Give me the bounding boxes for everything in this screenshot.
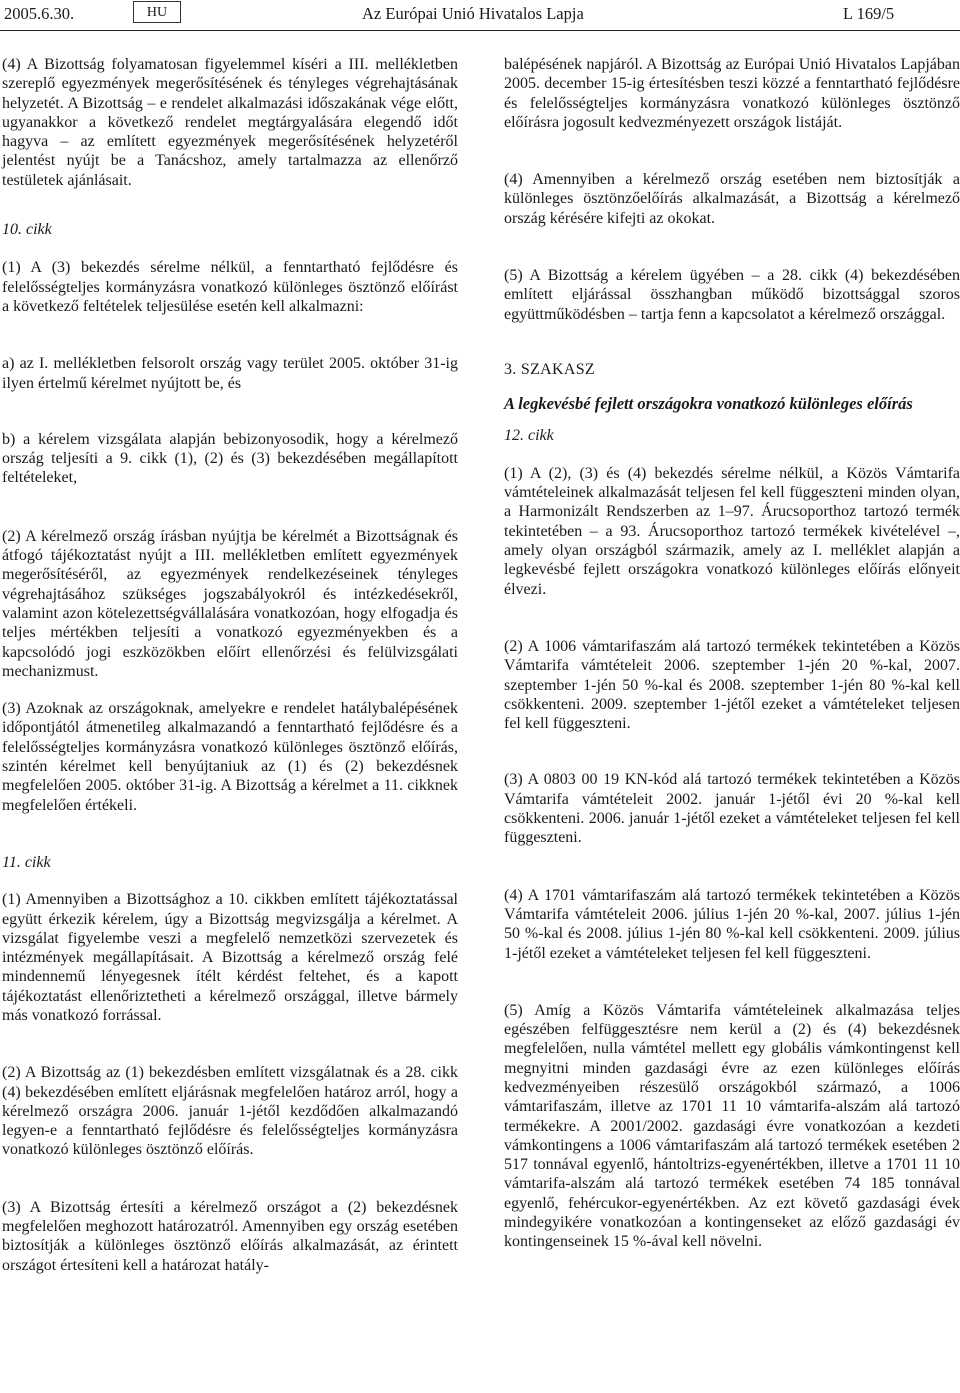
- article12-paragraph2: (2) A 1006 vámtarifaszám alá tartozó termékek tekintetében a Közös Vámtarifa vámtételeit 2006. szeptember 1-jén 20 %-kal, 2007. szeptember 1-jén 50 %-kal és 2008. szeptember 1-jén 80 %-kal kell csökkenteni. 2009. szeptember 1-jétől ezeket a vámtételeket teljesen fel kell függeszteni.: [504, 637, 960, 733]
- publication-title: Az Európai Unió Hivatalos Lapja: [362, 4, 584, 23]
- section-title: A legkevésbé fejlett országokra vonatkozó különleges előírás: [504, 394, 913, 414]
- language-badge: HU: [133, 1, 181, 23]
- article10-title: 10. cikk: [2, 221, 52, 239]
- article12-paragraph3: (3) A 0803 00 19 KN-kód alá tartozó termékek tekintetében a Közös Vámtarifa vámtételeit 2002. január 1-jétől évi 20 %-kal kell csökkenteni. 2006. január 1-jétől ezeket a vámtételeket teljesen fel kell függeszteni.: [504, 771, 960, 847]
- article11-paragraph3-continued: balépésének napjáról. A Bizottság az Európai Unió Hivatalos Lapjában 2005. december 15-ig értesítésben teszi közzé a fenntartható fejlődésre és felelősségteljes kormányzásra vonatkozó különleges ösztönző előírásra jogosult kedvezményezett országok listáját.: [504, 56, 960, 131]
- article12-paragraph5: (5) Amíg a Közös Vámtarifa vámtételeinek alkalmazása teljes egészében felfüggesztésre nem kerül a (2) és (4) bekezdésnek megfelelően, nulla vámtétel mellett egy globális vámkontingenst kell megnyitni minden gazdasági évre az ezen különleges előírás kedvezményeiben részesülő országokból származó, a 1006 vámtarifaszám, illetve az 1701 11 10 vámtarifa-alszám alá tartozó termékekre. A 2001/2002. gazdasági évre vonatkozóan a kezdeti vámkontingens a 1006 vámtarifaszám alá tartozó termékek esetében 2 517 tonnával egyenlő, hántoltrizs-egyenértékben, illetve a 1701 11 10 vámtarifa-alszám alá tartozó termékek esetében 74 185 tonnával egyenlő, fehércukor-egyenértékben. Az ezt követő gazdasági évek mindegyikére vonatkozóan a kontingenseket az előző gazdasági év kontingenseinek 15 %-ával kell növelni.: [504, 1001, 960, 1251]
- publication-date: 2005.6.30.: [4, 4, 75, 23]
- page-header: [0, 0, 960, 30]
- article11-title: 11. cikk: [2, 853, 51, 871]
- article11-paragraph3: (3) A Bizottság értesíti a kérelmező országot a (2) bekezdésnek megfelelően meghozott határozatról. Amennyiben egy ország esetében biztosítják a különleges ösztönző előírás alkalmazását, az érintett országot értesíteni kell a határozat hatály-: [2, 1198, 458, 1274]
- article12-title: 12. cikk: [504, 426, 554, 444]
- article10-paragraph1: (1) A (3) bekezdés sérelme nélkül, a fenntartható fejlődésre és felelősségteljes kormányzásra vonatkozó különleges ösztönző előírást a következő feltételek teljesülése esetén kell alkalmazni:: [2, 259, 458, 315]
- article9-paragraph4: (4) A Bizottság folyamatosan figyelemmel kíséri a III. mellékletben szereplő egyezmények megerősítésének és tényleges végrehajtásának helyzetét. A Bizottság – e rendelet alkalmazási időszakának vége előtt, ugyanakkor a következő rendelet megtárgyalására elegendő időt hagyva – az említett egyezmények megerősítésének helyzetéről jelentést nyújt be a Tanácshoz, amely tartalmazza az ellenőrző testületek ajánlásait.: [2, 56, 458, 189]
- article11-paragraph2: (2) A Bizottság az (1) bekezdésben említett vizsgálatnak és a 28. cikk (4) bekezdésében említett eljárásnak megfelelően határoz arról, hogy a kérelmező országra 2006. január 1-jétől kezdődően alkalmazandó legyen-e a fenntartható fejlődésre és felelősségteljes kormányzásra vonatkozó különleges ösztönző előírás.: [2, 1064, 458, 1159]
- article11-paragraph4: (4) Amennyiben a kérelmező ország esetében nem biztosítják a különleges ösztönzőelőírás alkalmazását, a Bizottság a kérelmező ország kérésére kifejti az okokat.: [504, 171, 960, 227]
- page-number: L 169/5: [843, 4, 895, 23]
- header-rule: [0, 30, 960, 31]
- article12-paragraph4: (4) A 1701 vámtarifaszám alá tartozó termékek tekintetében a Közös Vámtarifa vámtételeit 2006. július 1-jén 20 %-kal, 2007. július 1-jén 50 %-kal és 2008. július 1-jén 80 %-kal kell csökkenteni. 2009. július 1-jétől ezeket a vámtételeket teljesen fel kell függeszteni.: [504, 886, 960, 962]
- left-column: [2, 55, 458, 1275]
- right-column: [504, 55, 960, 1252]
- article11-paragraph1: (1) Amennyiben a Bizottsághoz a 10. cikkben említett tájékoztatással együtt érkezik kérelem, úgy a Bizottság megvizsgálja a kérelmet. A vizsgálat figyelembe veszi a megfelelő nemzetközi szervezetek és intézmények megállapításait. A Bizottság a kérelmező ország felé mindennemű lényegesnek ítélt kérdést feltehet, és a kapott tájékoztatást ellenőriztetheti a kérelmező országgal, illetve bármely más vonatkozó forrással.: [2, 891, 458, 1024]
- article10-point-a: a) az I. mellékletben felsorolt ország vagy terület 2005. október 31-ig ilyen értelmű kérelmet nyújtott be, és: [2, 355, 458, 392]
- section-number: 3. SZAKASZ: [504, 360, 596, 378]
- article10-point-b: b) a kérelem vizsgálata alapján bebizonyosodik, hogy a kérelmező ország teljesíti a 9. cikk (1), (2) és (3) bekezdésében megállapított feltételeket,: [2, 430, 458, 487]
- article12-paragraph1: (1) A (2), (3) és (4) bekezdés sérelme nélkül, a Közös Vámtarifa vámtételeinek alkalmazását teljesen fel kell függeszteni minden olyan, a Harmonizált Rendszerben az 1–97. Árucsoporthoz tartozó termék tekintetében – a 93. Árucsoporthoz tartozó termékek kivételével –, amely olyan országból származik, amely az I. melléklet alapján a legkevésbé fejlett országokra vonatkozó különleges előírás előnyeit élvezi.: [504, 464, 960, 598]
- article10-paragraph3: (3) Azoknak az országoknak, amelyekre e rendelet hatálybalépésének időpontjától átmenetileg alkalmazandó a fenntartható fejlődésre és a felelősségteljes kormányzásra vonatkozó különleges ösztönző előírás, szintén kérelmet kell benyújtaniuk az (1) és (2) bekezdésnek megfelelően 2005. október 31-ig. A Bizottság a kérelmet a 11. cikknek megfelelően értékeli.: [2, 700, 458, 814]
- article11-paragraph5: (5) A Bizottság a kérelem ügyében – a 28. cikk (4) bekezdésében említett eljárással összhangban működő bizottsággal szoros együttműködésben – tartja fenn a kapcsolatot a kérelmező országgal.: [504, 267, 960, 323]
- article10-paragraph2: (2) A kérelmező ország írásban nyújtja be kérelmét a Bizottságnak és átfogó tájékoztatást nyújt a III. mellékletben említett egyezmények megerősítéséről, az egyezmények rendelkezéseinek tényleges végrehajtásához szükséges jogszabályokról és intézkedésekről, valamint azon kötelezettségvállalására vonatkozóan, hogy elfogadja és teljes mértékben teljesíti a vonatkozó egyezményekben és a kapcsolódó jogi eszközökben előírt ellenőrzési és felülvizsgálati mechanizmust.: [2, 527, 458, 680]
